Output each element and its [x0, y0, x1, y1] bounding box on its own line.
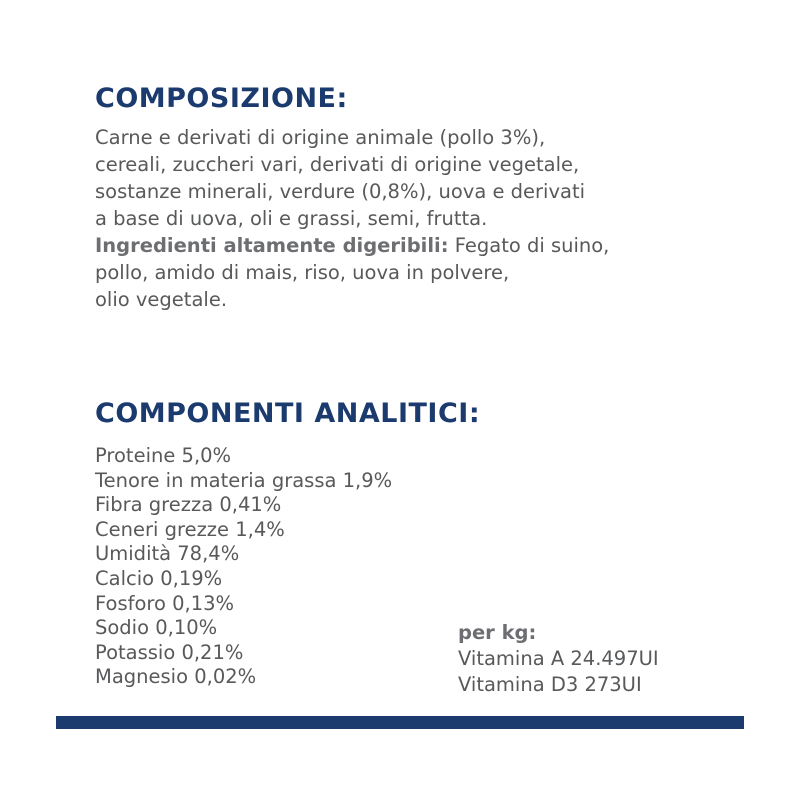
nutrient-item: Umidità 78,4%	[95, 542, 240, 566]
vitamin-item: Vitamina A 24.497UI	[458, 647, 659, 670]
per-kg-title: per kg:	[458, 621, 537, 644]
composition-line: pollo, amido di mais, riso, uova in polvere,	[95, 261, 510, 284]
nutrient-item: Fibra grezza 0,41%	[95, 493, 282, 517]
digestible-ingredients-line	[95, 232, 609, 259]
composition-line: Carne e derivati di origine animale (pollo 3%),	[95, 126, 546, 149]
nutrient-item: Tenore in materia grassa 1,9%	[95, 468, 393, 492]
nutrient-item: Sodio 0,10%	[95, 616, 218, 640]
nutrient-item: Fosforo 0,13%	[95, 591, 235, 615]
nutrient-item: Potassio 0,21%	[95, 640, 244, 664]
analytical-components-heading: COMPONENTI ANALITICI:	[95, 398, 481, 429]
composition-text	[95, 124, 609, 313]
composition-line: cereali, zuccheri vari, derivati di origine vegetale,	[95, 153, 580, 176]
composition-line: a base di uova, oli e grassi, semi, frutta.	[95, 207, 488, 230]
composition-line: sostanze minerali, verdure (0,8%), uova e derivati	[95, 180, 586, 203]
nutrient-item: Ceneri grezze 1,4%	[95, 517, 285, 541]
vitamin-item: Vitamina D3 273UI	[458, 673, 642, 696]
composition-heading: COMPOSIZIONE:	[95, 83, 348, 114]
bottom-divider-bar	[56, 716, 744, 729]
analytical-components-list	[95, 444, 392, 690]
nutrient-item: Calcio 0,19%	[95, 566, 223, 590]
nutrient-item: Proteine 5,0%	[95, 444, 232, 467]
digestible-ingredients-label: Ingredienti altamente digeribili:	[95, 234, 449, 257]
composition-line: olio vegetale.	[95, 288, 228, 311]
per-kg-block	[458, 620, 659, 698]
digestible-ingredients-text: Fegato di suino,	[448, 234, 610, 257]
nutrient-item: Magnesio 0,02%	[95, 665, 257, 689]
